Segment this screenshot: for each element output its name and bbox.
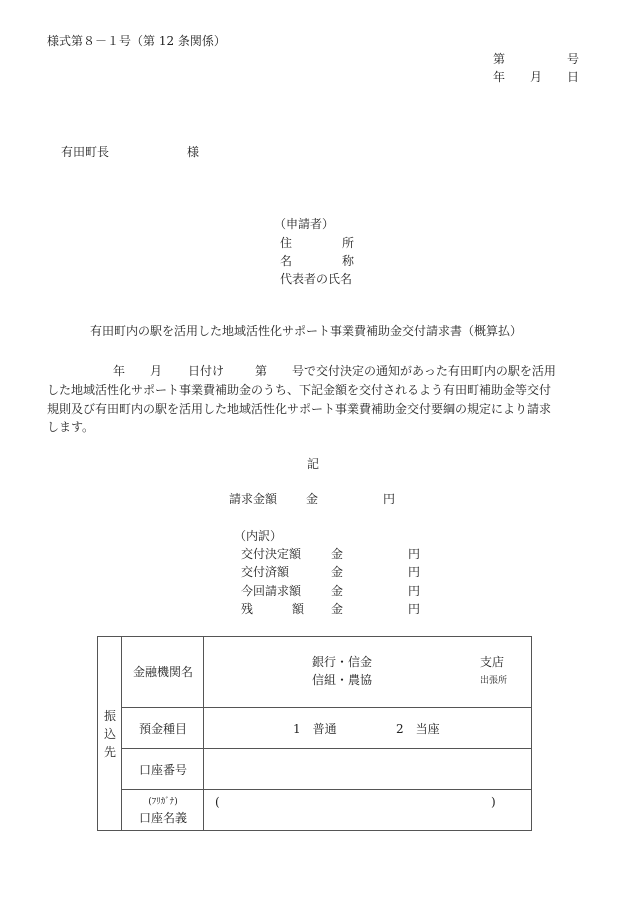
bank-transfer-table [97,636,532,831]
breakdown-row-yen: 円 [408,547,421,561]
transfer-label-char: 振 [103,709,116,723]
breakdown-row-label: 今回請求額 [241,584,302,598]
applicant-address-label [280,236,354,250]
document-title: 有田町内の駅を活用した地域活性化サポート事業費補助金交付請求書（概算払） [90,324,523,338]
body-number-prefix: 第 [255,364,268,378]
body-line-3: 規則及び有田町内の駅を活用した地域活性化サポート事業費補助金交付要綱の規定により請求 [47,402,552,416]
sub-branch-label: 出張所 [480,676,508,686]
body-line-1 [47,364,587,378]
request-amount-label: 請求金額 [229,492,278,506]
applicant-address-label-part: 住 [280,236,293,250]
financial-institution-label: 金融機関名 [132,665,193,679]
furigana-label: (ﾌﾘｶﾞﾅ) [148,797,178,807]
deposit-type-option-ordinary[interactable]: 1 普通 [293,722,337,736]
breakdown-row-kin: 金 [331,602,344,616]
breakdown-row-yen: 円 [408,602,421,616]
deposit-type-option-current[interactable]: 2 当座 [396,722,440,736]
date-day-label: 日 [567,70,580,84]
account-number-field[interactable] [204,749,531,788]
request-amount-kin: 金 [306,492,319,506]
addressee-name: 有田町長 [61,145,110,159]
date-year-label: 年 [493,70,506,84]
transfer-destination-label [98,707,122,761]
institution-type-bank: 銀行・信金 [312,655,373,669]
transfer-label-char: 先 [103,745,116,759]
financial-institution-field[interactable] [204,638,531,706]
breakdown-row-label-part: 額 [291,602,304,616]
date-month-label: 月 [530,70,543,84]
form-number: 様式第８－１号（第 12 条関係） [47,34,226,48]
applicant-representative-label: 代表者の氏名 [280,272,353,286]
breakdown-row-yen: 円 [408,565,421,579]
breakdown-row-kin: 金 [331,547,344,561]
ki-heading: 記 [307,457,320,471]
applicant-name-label-part: 称 [341,254,354,268]
body-line-2: した地域活性化サポート事業費補助金のうち、下記金額を交付されるよう有田町補助金等交付 [47,383,552,397]
furigana-close-paren: ) [491,795,496,809]
body-year-blank: 年 [113,364,126,378]
request-amount-yen: 円 [383,492,396,506]
table-divider [122,707,531,708]
account-number-label: 口座番号 [138,763,187,777]
branch-label: 支店 [480,655,505,669]
breakdown-row-kin: 金 [331,584,344,598]
breakdown-row-label [241,602,304,616]
account-holder-label: 口座名義 [138,811,187,825]
applicant-name-label-part: 名 [280,254,293,268]
body-month-blank: 月 [150,364,163,378]
body-line-1-text: 号で交付決定の通知があった有田町内の駅を活用 [292,364,556,378]
applicant-name-label [280,254,354,268]
applicant-label: （申請者） [274,217,335,231]
transfer-label-char: 込 [103,727,116,741]
deposit-type-label: 預金種目 [138,722,187,736]
furigana-open-paren: ( [215,795,220,809]
breakdown-row-label: 交付決定額 [241,547,302,561]
breakdown-row-yen: 円 [408,584,421,598]
breakdown-row-kin: 金 [331,565,344,579]
breakdown-label: （内訳） [234,529,283,543]
breakdown-row-label: 交付済額 [241,565,290,579]
document-number-prefix: 第 [493,52,506,66]
body-day-blank: 日付け [188,364,225,378]
document-number-suffix: 号 [567,52,580,66]
account-holder-field[interactable] [204,790,531,830]
institution-type-union: 信組・農協 [312,673,373,687]
breakdown-row-label-part: 残 [241,602,254,616]
addressee-honorific: 様 [187,145,200,159]
applicant-address-label-part: 所 [341,236,354,250]
body-line-4: します。 [47,420,95,434]
